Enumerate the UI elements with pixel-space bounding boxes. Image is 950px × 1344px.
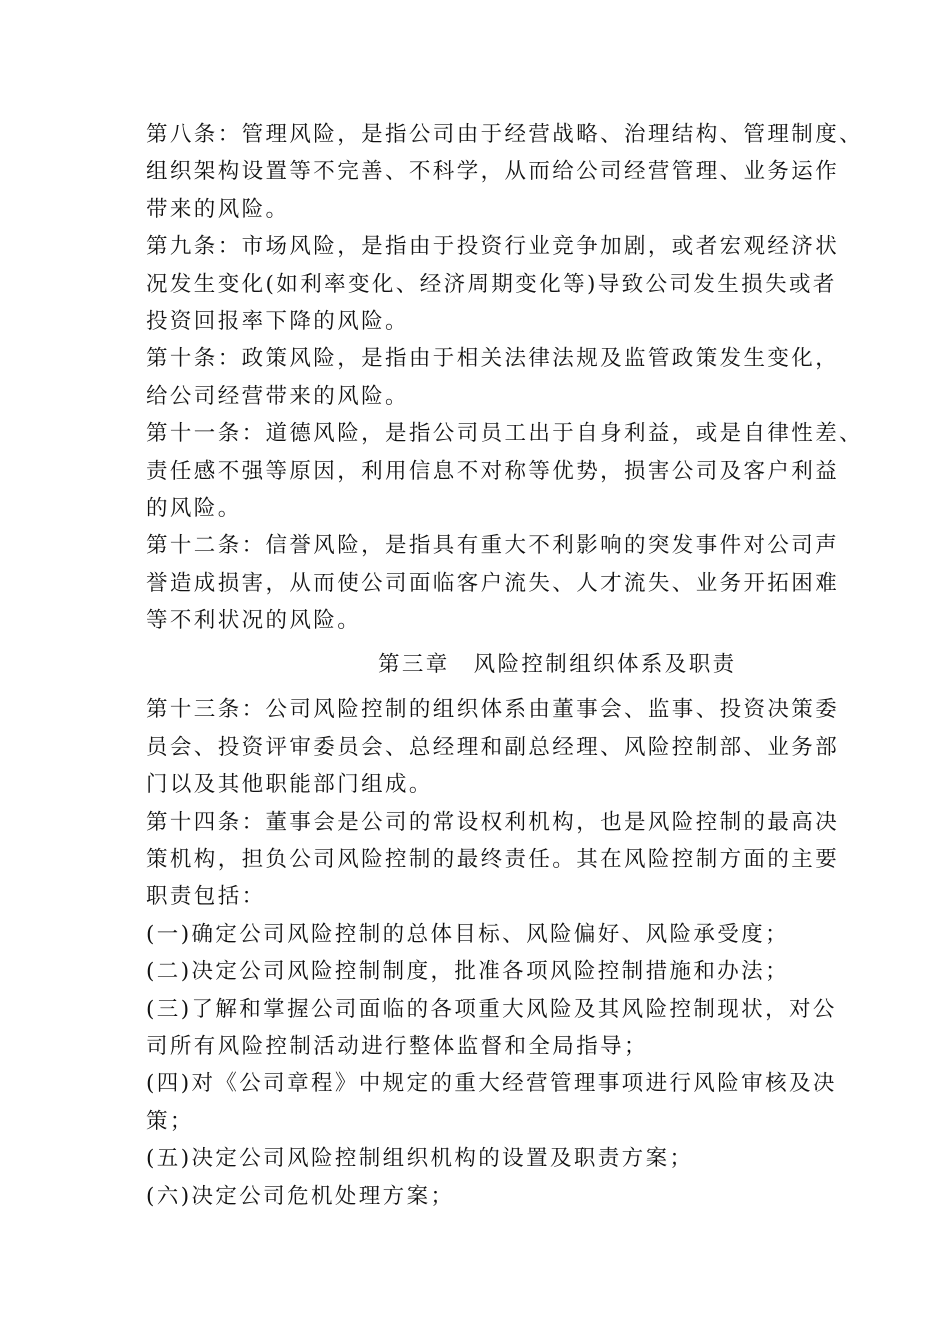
list-item-1 (146, 916, 836, 953)
article-9 (146, 228, 840, 340)
text-line: (二)决定公司风险控制制度，批准各项风险控制措施和办法； (146, 959, 789, 985)
text-line: 司所有风险控制活动进行整体监督和全局指导； (146, 1033, 648, 1059)
text-line: 第十三条：公司风险控制的组织体系由董事会、监事、投资决策委 (146, 697, 840, 723)
article-13 (146, 691, 840, 803)
document-page (146, 116, 864, 1215)
text-line: (一)确定公司风险控制的总体目标、风险偏好、风险承受度； (146, 921, 789, 947)
text-line: (三)了解和掌握公司面临的各项重大风险及其风险控制现状，对公 (146, 996, 837, 1022)
text-line: 第十四条：董事会是公司的常设权利机构，也是风险控制的最高决 (146, 809, 840, 835)
text-line: 誉造成损害，从而使公司面临客户流失、人才流失、业务开拓困难 (146, 570, 840, 596)
list-item-5 (146, 1140, 836, 1177)
article-11 (146, 415, 864, 527)
text-line: 的风险。 (146, 495, 242, 521)
list-item-2 (146, 953, 836, 990)
article-12 (146, 527, 840, 639)
text-line: 责任感不强等原因，利用信息不对称等优势，损害公司及客户利益 (146, 458, 840, 484)
article-10 (146, 340, 840, 415)
text-line: 投资回报率下降的风险。 (146, 308, 409, 334)
text-line: 门以及其他职能部门组成。 (146, 772, 433, 798)
text-line: 第十条：政策风险，是指由于相关法律法规及监管政策发生变化， (146, 346, 840, 372)
chapter-title: 第三章 风险控制组织体系及职责 (378, 652, 737, 678)
text-line: (六)决定公司危机处理方案； (146, 1183, 455, 1209)
list-item-6 (146, 1178, 836, 1215)
article-14 (146, 804, 840, 916)
text-line: 第九条：市场风险，是指由于投资行业竞争加剧，或者宏观经济状 (146, 234, 840, 260)
article-8 (146, 116, 864, 228)
text-line: (四)对《公司章程》中规定的重大经营管理事项进行风险审核及决 (146, 1071, 837, 1097)
text-line: 员会、投资评审委员会、总经理和副总经理、风险控制部、业务部 (146, 734, 840, 760)
text-line: (五)决定公司风险控制组织机构的设置及职责方案； (146, 1146, 694, 1172)
text-line: 组织架构设置等不完善、不科学，从而给公司经营管理、业务运作 (146, 159, 840, 185)
text-line: 等不利状况的风险。 (146, 608, 362, 634)
text-line: 策机构，担负公司风险控制的最终责任。其在风险控制方面的主要 (146, 847, 840, 873)
text-line: 第八条：管理风险，是指公司由于经营战略、治理结构、管理制度、 (146, 122, 864, 147)
text-line: 策； (146, 1108, 194, 1134)
text-line: 给公司经营带来的风险。 (146, 383, 409, 409)
text-line: 第十二条：信誉风险，是指具有重大不利影响的突发事件对公司声 (146, 533, 840, 559)
text-line: 带来的风险。 (146, 196, 290, 222)
text-line: 职责包括： (146, 884, 266, 910)
text-line: 第十一条：道德风险，是指公司员工出于自身利益，或是自律性差、 (146, 421, 864, 447)
list-item-3 (146, 991, 836, 1066)
text-line: 况发生变化(如利率变化、经济周期变化等)导致公司发生损失或者 (146, 271, 837, 297)
list-item-4 (146, 1065, 836, 1140)
